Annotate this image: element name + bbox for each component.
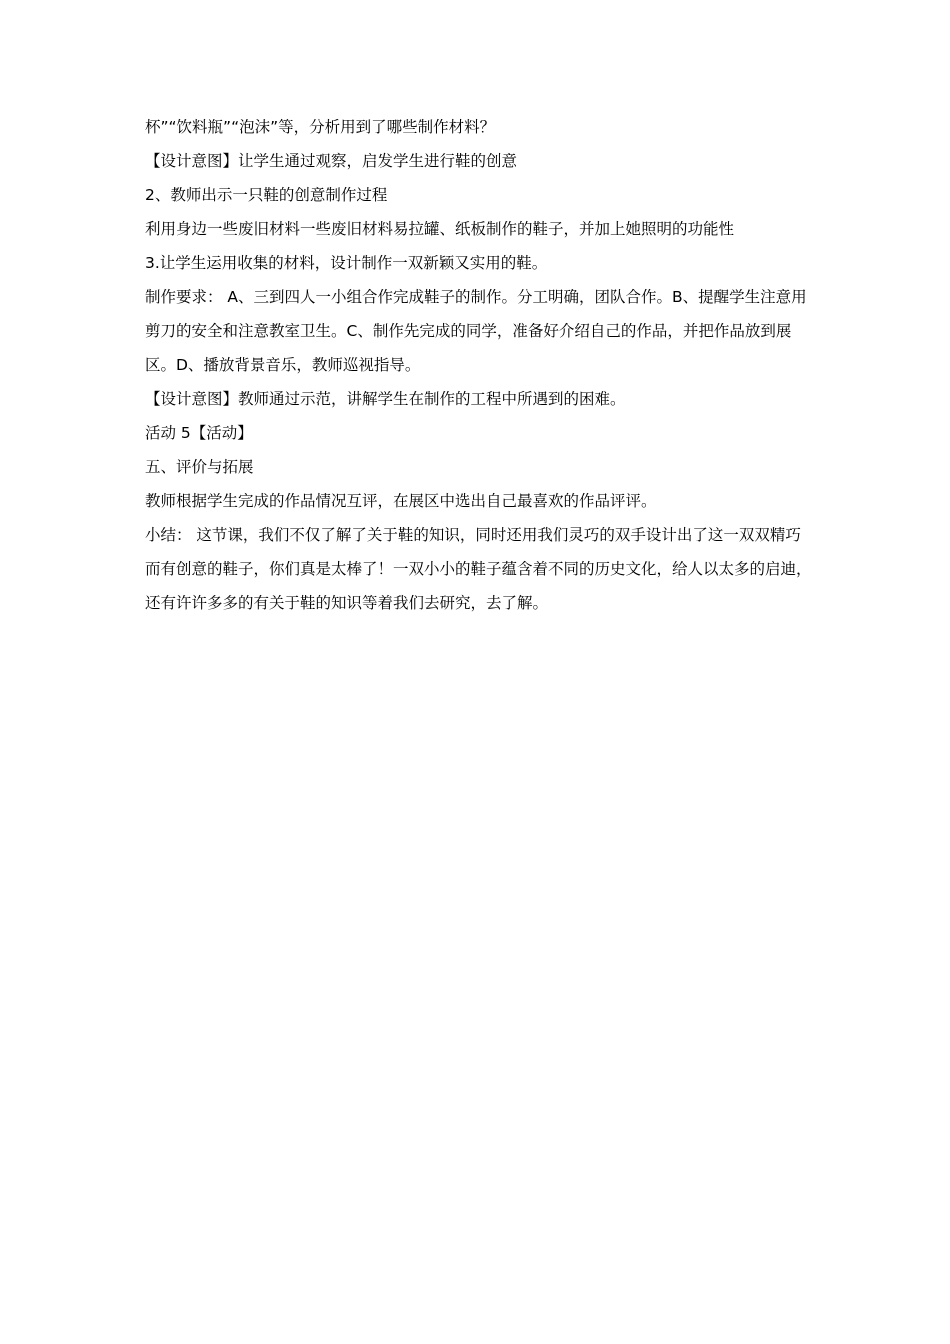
paragraph-recycled-materials: 利用身边一些废旧材料一些废旧材料易拉罐、纸板制作的鞋子，并加上她照明的功能性 [145,220,735,238]
paragraph-design-intent-2: 【设计意图】教师通过示范，讲解学生在制作的工程中所遇到的困难。 [145,390,626,408]
paragraph-peer-review: 教师根据学生完成的作品情况互评，在展区中选出自己最喜欢的作品评评。 [145,492,657,510]
paragraph-step-3: 3.让学生运用收集的材料，设计制作一双新颖又实用的鞋。 [145,254,548,272]
paragraph-activity-5: 活动 5【活动】 [145,424,253,442]
document-body [145,110,815,620]
paragraph-step-2: 2、教师出示一只鞋的创意制作过程 [145,186,388,204]
section-heading-evaluation: 五、评价与拓展 [145,458,254,476]
paragraph-design-intent-1: 【设计意图】让学生通过观察，启发学生进行鞋的创意 [145,152,518,170]
paragraph-summary: 小结： 这节课，我们不仅了解了关于鞋的知识，同时还用我们灵巧的双手设计出了这一双双精巧而有创意的鞋子，你们真是太棒了！一双小小的鞋子蕴含着不同的历史文化，给人以太多的启迪，还有许许多多的有关于鞋的知识等着我们去研究，去了解。 [145,526,812,612]
paragraph-materials-question: 杯”“饮料瓶”“泡沫”等，分析用到了哪些制作材料？ [145,118,496,136]
paragraph-making-requirements: 制作要求： A、三到四人一小组合作完成鞋子的制作。分工明确，团队合作。B、提醒学生注意用剪刀的安全和注意教室卫生。C、制作先完成的同学，准备好介绍自己的作品，并把作品放到展区。D、播放背景音乐，教师巡视指导。 [145,288,807,374]
